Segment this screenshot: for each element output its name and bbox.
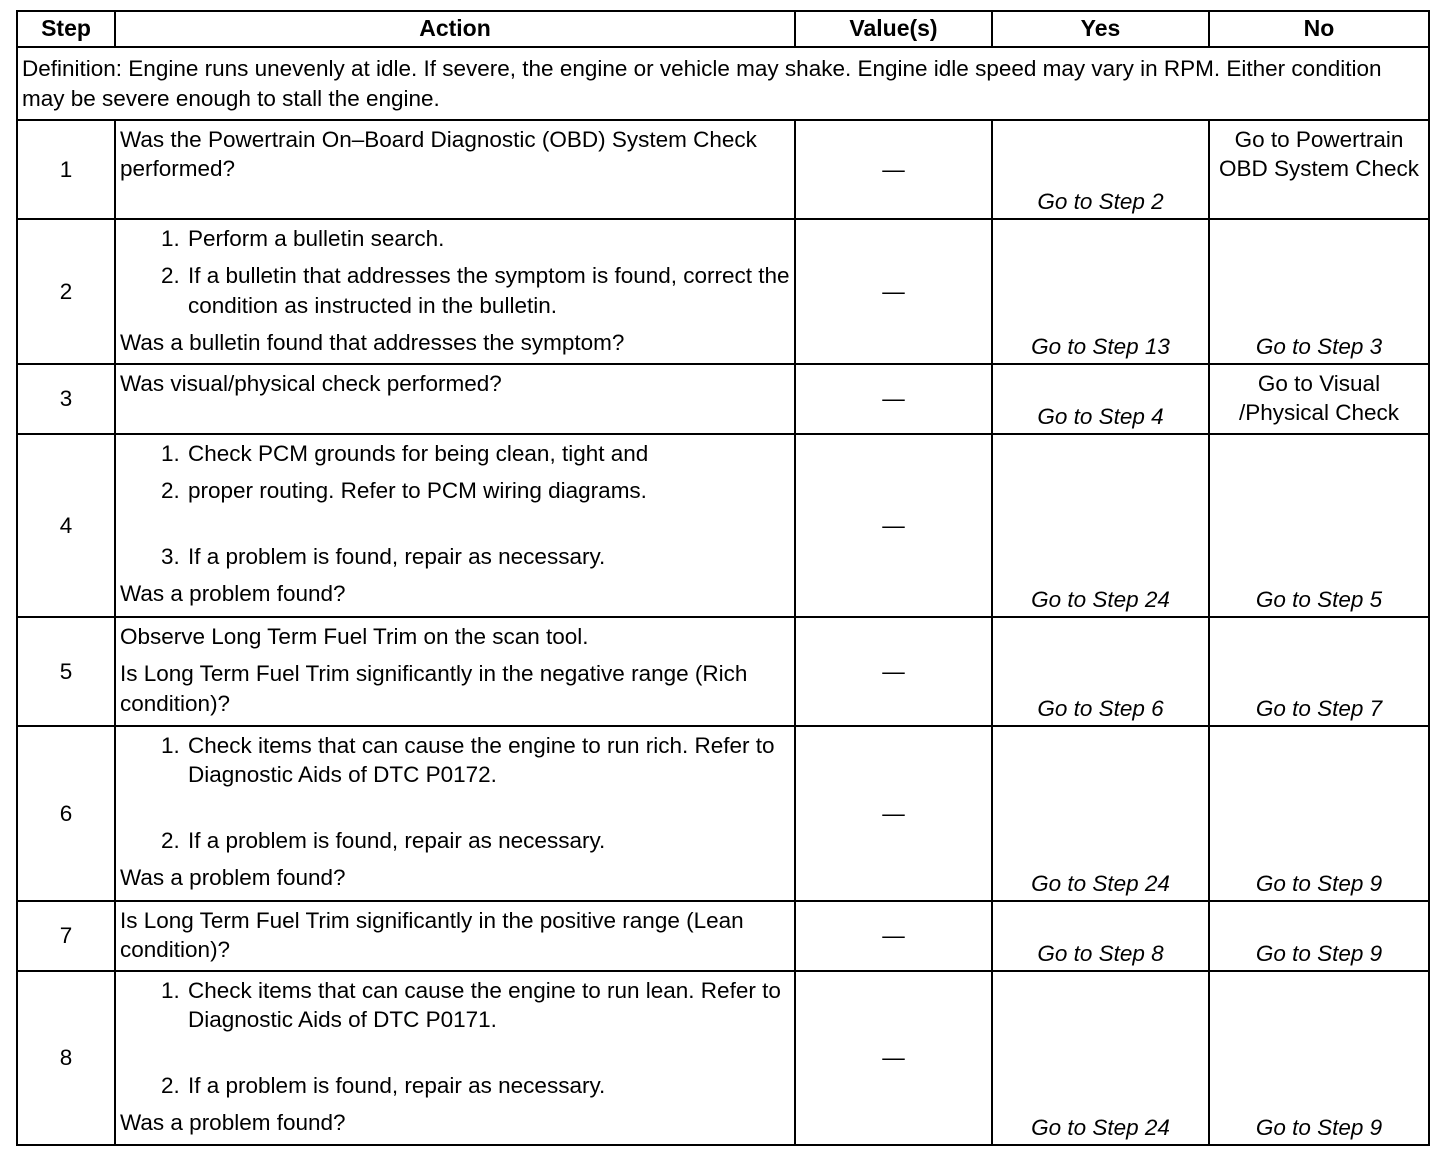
no-cell: Go to Step 5 xyxy=(1209,434,1429,617)
action-item: 2. If a problem is found, repair as necessary. xyxy=(186,826,790,855)
action-question: Was a problem found? xyxy=(120,580,346,606)
value-cell xyxy=(795,617,992,726)
value-cell xyxy=(795,120,992,219)
table-row-step-8 xyxy=(17,971,1429,1145)
yes-cell: Go to Step 6 xyxy=(992,617,1209,726)
step-number: 6 xyxy=(17,726,115,901)
yes-cell: Go to Step 4 xyxy=(992,364,1209,434)
value-dash: — xyxy=(882,512,905,538)
value-dash: — xyxy=(882,278,905,304)
action-item: 1. Check items that can cause the engine to run rich. Refer to Diagnostic Aids of DTC P0172. xyxy=(186,731,790,790)
yes-cell: Go to Step 24 xyxy=(992,434,1209,617)
value-dash: — xyxy=(882,658,905,684)
table-row-step-2 xyxy=(17,219,1429,364)
diagnostic-table xyxy=(16,10,1430,1146)
action-cell xyxy=(115,971,795,1145)
yes-cell: Go to Step 2 xyxy=(992,120,1209,219)
step-number: 5 xyxy=(17,617,115,726)
step-number: 8 xyxy=(17,971,115,1145)
no-cell: Go to Step 7 xyxy=(1209,617,1429,726)
action-instruction: Observe Long Term Fuel Trim on the scan tool. xyxy=(120,624,589,649)
value-cell xyxy=(795,364,992,434)
header-step: Step xyxy=(17,11,115,47)
action-question: Was a problem found? xyxy=(120,1109,346,1135)
action-item: 3. If a problem is found, repair as necessary. xyxy=(186,542,790,571)
action-item: 2. proper routing. Refer to PCM wiring diagrams. xyxy=(186,476,790,505)
step-number: 2 xyxy=(17,219,115,364)
value-cell xyxy=(795,219,992,364)
action-list xyxy=(120,439,790,571)
table-row-step-3 xyxy=(17,364,1429,434)
action-cell xyxy=(115,901,795,971)
step-number: 7 xyxy=(17,901,115,971)
action-cell xyxy=(115,434,795,617)
action-cell xyxy=(115,364,795,434)
action-item: 2. If a problem is found, repair as necessary. xyxy=(186,1071,790,1100)
table-row-step-7 xyxy=(17,901,1429,971)
step-number: 4 xyxy=(17,434,115,617)
value-dash: — xyxy=(882,923,905,949)
value-cell xyxy=(795,434,992,617)
no-cell: Go to Step 9 xyxy=(1209,971,1429,1145)
no-cell: Go to Powertrain OBD System Check xyxy=(1209,120,1429,219)
no-cell: Go to Step 9 xyxy=(1209,726,1429,901)
action-cell xyxy=(115,219,795,364)
action-question: Was a bulletin found that addresses the symptom? xyxy=(120,329,625,355)
no-cell: Go to Step 3 xyxy=(1209,219,1429,364)
action-cell xyxy=(115,617,795,726)
action-question: Is Long Term Fuel Trim significantly in the negative range (Rich condition)? xyxy=(120,661,748,716)
yes-cell: Go to Step 8 xyxy=(992,901,1209,971)
yes-cell: Go to Step 24 xyxy=(992,726,1209,901)
action-item: 1. Perform a bulletin search. xyxy=(186,224,790,253)
definition-row xyxy=(17,47,1429,120)
action-list xyxy=(120,731,790,855)
definition-text: Definition: Engine runs unevenly at idle. If severe, the engine or vehicle may shake. Engine idle speed may vary in RPM. Either condition may be severe enough to stall the engine. xyxy=(17,47,1429,120)
header-values: Value(s) xyxy=(795,11,992,47)
value-dash: — xyxy=(882,1045,905,1071)
value-dash: — xyxy=(882,386,905,412)
no-cell: Go to Step 9 xyxy=(1209,901,1429,971)
action-question: Was a problem found? xyxy=(120,864,346,890)
action-item: 1. Check PCM grounds for being clean, tight and xyxy=(186,439,790,468)
action-question: Was the Powertrain On–Board Diagnostic (OBD) System Check performed? xyxy=(120,127,757,182)
header-yes: Yes xyxy=(992,11,1209,47)
table-row-step-6 xyxy=(17,726,1429,901)
action-question: Is Long Term Fuel Trim significantly in the positive range (Lean condition)? xyxy=(120,908,744,963)
no-cell: Go to Visual /Physical Check xyxy=(1209,364,1429,434)
step-number: 1 xyxy=(17,120,115,219)
table-row-step-4 xyxy=(17,434,1429,617)
header-no: No xyxy=(1209,11,1429,47)
yes-cell: Go to Step 24 xyxy=(992,971,1209,1145)
action-cell xyxy=(115,726,795,901)
yes-cell: Go to Step 13 xyxy=(992,219,1209,364)
action-question: Was visual/physical check performed? xyxy=(120,371,502,396)
value-dash: — xyxy=(882,800,905,826)
action-item: 1. Check items that can cause the engine to run lean. Refer to Diagnostic Aids of DTC P0171. xyxy=(186,976,790,1035)
value-dash: — xyxy=(882,156,905,182)
table-row-step-5 xyxy=(17,617,1429,726)
value-cell xyxy=(795,726,992,901)
step-number: 3 xyxy=(17,364,115,434)
header-action: Action xyxy=(115,11,795,47)
action-item: 2. If a bulletin that addresses the symptom is found, correct the condition as instructed in the bulletin. xyxy=(186,261,790,320)
action-cell xyxy=(115,120,795,219)
action-list xyxy=(120,224,790,320)
table-row-step-1 xyxy=(17,120,1429,219)
value-cell xyxy=(795,971,992,1145)
value-cell xyxy=(795,901,992,971)
action-list xyxy=(120,976,790,1100)
header-row xyxy=(17,11,1429,47)
